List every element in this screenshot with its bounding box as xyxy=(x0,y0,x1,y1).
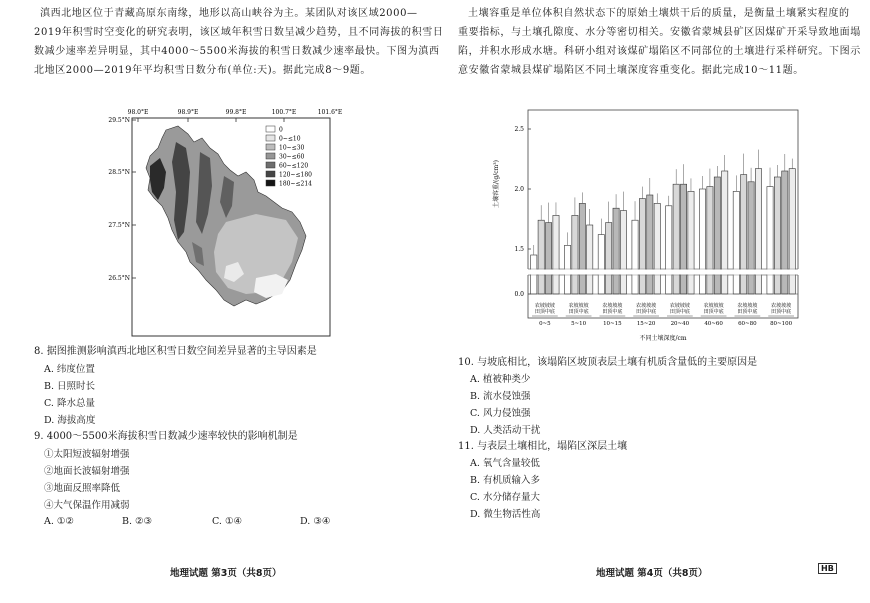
right-footer: 地理试题 第4页（共8页） xyxy=(596,568,708,579)
legend-label: 0 xyxy=(279,126,283,134)
q8-stem: 8. 据图推测影响滇西北地区积雪日数空间差异显著的主导因素是 xyxy=(34,346,317,357)
lon-tick-label: 98.0°E xyxy=(127,109,149,116)
bar xyxy=(579,203,585,294)
legend-label: 60~≤120 xyxy=(279,162,309,170)
bar xyxy=(545,223,551,294)
category-label: 40~60 xyxy=(704,321,723,327)
group-sublabel: 农坡坡坡 xyxy=(636,303,657,309)
category-label: 60~80 xyxy=(738,321,757,327)
q11-option: A. 氧气含量较低 xyxy=(470,458,540,469)
group-sublabel: 农坡坡坡 xyxy=(669,303,690,309)
bar xyxy=(632,220,638,294)
q10-option: B. 流水侵蚀强 xyxy=(470,391,531,402)
legend-label: 120~≤180 xyxy=(279,171,312,179)
bar xyxy=(606,223,612,294)
group-sublabel: 农坡坡坡 xyxy=(568,303,589,309)
q10-option: C. 风力侵蚀强 xyxy=(470,408,531,419)
group-sublabel: 田顶中底 xyxy=(602,309,623,315)
bar-break-gap xyxy=(630,270,662,275)
q11-option: D. 微生物活性高 xyxy=(470,509,541,520)
lat-tick-label: 27.5°N xyxy=(108,222,130,229)
right-intro-line: 意安徽省蒙城县煤矿塌陷区不同土壤深度容重变化。据此完成10～11题。 xyxy=(458,65,804,76)
bar xyxy=(748,182,754,294)
bar xyxy=(647,195,653,294)
q10-stem: 10. 与坡底相比，该塌陷区坡顶表层土壤有机质含量低的主要原因是 xyxy=(458,357,758,368)
bar xyxy=(741,175,747,294)
q9-item: ④大气保温作用减弱 xyxy=(44,500,130,511)
bar xyxy=(680,184,686,294)
bar xyxy=(572,215,578,294)
snow-days-map xyxy=(106,102,346,344)
right-intro-line: 重要指标，与土壤孔隙度、水分等密切相关。安徽省蒙城县矿区因煤矿开采导致地面塌 xyxy=(458,27,861,38)
chart-xlabel: 不同土壤深度/cm xyxy=(639,335,687,342)
q8-option: B. 日照时长 xyxy=(44,381,96,392)
bar-break-gap xyxy=(597,270,629,275)
right-intro-line: 土壤容重是单位体积自然状态下的原始土壤烘干后的质量，是衡量土壤紧实程度的 xyxy=(468,8,850,19)
group-sublabel: 农坡坡坡 xyxy=(602,303,623,309)
bar xyxy=(639,199,645,294)
bar xyxy=(714,177,720,294)
q10-option: A. 植被种类少 xyxy=(470,374,531,385)
q11-option: C. 水分储存量大 xyxy=(470,492,540,503)
lat-tick-label: 26.5°N xyxy=(108,275,130,282)
bar-break-gap xyxy=(765,270,797,275)
group-sublabel: 田顶中底 xyxy=(771,309,792,315)
bar-break-gap xyxy=(529,270,561,275)
bar xyxy=(782,171,788,294)
lat-tick-label: 29.5°N xyxy=(108,117,130,124)
category-label: 10~15 xyxy=(603,321,622,327)
bar-break-gap xyxy=(698,270,730,275)
legend-label: 180~≤214 xyxy=(279,180,312,188)
group-sublabel: 田顶中底 xyxy=(568,309,589,315)
y-tick-label: 2.5 xyxy=(514,126,524,133)
category-label: 15~20 xyxy=(636,321,656,327)
left-footer: 地理试题 第3页（共8页） xyxy=(170,568,282,579)
q8-option: C. 降水总量 xyxy=(44,398,95,409)
bar xyxy=(654,203,660,294)
q9-item: ②地面长波辐射增强 xyxy=(44,466,130,477)
group-sublabel: 田顶中底 xyxy=(669,309,690,315)
group-sublabel: 农坡坡坡 xyxy=(771,303,792,309)
lat-tick-label: 28.5°N xyxy=(108,169,130,176)
q9-option: D. ③④ xyxy=(300,516,331,527)
left-intro-line: 滇西北地区位于青藏高原东南缘，地形以高山峡谷为主。某团队对该区域2000— xyxy=(40,8,418,19)
legend-label: 10~≤30 xyxy=(279,144,305,152)
group-sublabel: 田顶中底 xyxy=(737,309,758,315)
bar xyxy=(699,189,705,294)
y-tick-label: 0.0 xyxy=(514,291,524,298)
q9-option: C. ①④ xyxy=(212,516,243,527)
q11-option: B. 有机质输入多 xyxy=(470,475,541,486)
lon-tick-label: 99.8°E xyxy=(225,109,247,116)
bar xyxy=(767,187,773,294)
bar xyxy=(707,187,713,294)
y-tick-label: 2.0 xyxy=(514,186,524,193)
bar xyxy=(538,220,544,294)
q9-option: A. ①② xyxy=(44,516,74,527)
bar xyxy=(620,211,626,294)
bar xyxy=(553,215,559,294)
right-intro-line: 陷，并积水形成水塘。科研小组对该煤矿塌陷区不同部位的土壤进行采样研究。下图示 xyxy=(458,46,861,57)
group-sublabel: 田顶中底 xyxy=(703,309,724,315)
q9-item: ①太阳短波辐射增强 xyxy=(44,449,130,460)
bar-break-gap xyxy=(664,270,696,275)
q11-stem: 11. 与表层土壤相比，塌陷区深层土壤 xyxy=(458,441,628,452)
bar xyxy=(774,177,780,294)
edition-badge: HB xyxy=(818,563,837,574)
bar-break-gap xyxy=(563,270,595,275)
left-intro-line: 北地区2000—2019年平均积雪日数分布(单位:天)。据此完成8～9题。 xyxy=(34,65,371,76)
y-tick-label: 1.5 xyxy=(514,246,524,253)
category-label: 0~5 xyxy=(539,321,551,327)
bar xyxy=(613,208,619,294)
group-sublabel: 田顶中底 xyxy=(636,309,657,315)
bar xyxy=(587,225,593,294)
soil-density-chart xyxy=(484,104,804,348)
bar xyxy=(598,235,604,294)
lon-tick-label: 101.6°E xyxy=(317,109,343,116)
legend-label: 30~≤60 xyxy=(279,153,305,161)
bar xyxy=(722,171,728,294)
left-intro-line: 2019年积雪时空变化的研究表明，该区域年积雪日数呈减少趋势，且不同海拔的积雪日 xyxy=(34,27,444,38)
q8-option: A. 纬度位置 xyxy=(44,364,95,375)
q9-item: ③地面反照率降低 xyxy=(44,483,121,494)
group-sublabel: 农坡坡坡 xyxy=(534,303,555,309)
bar xyxy=(666,206,672,294)
lon-tick-label: 98.9°E xyxy=(177,109,199,116)
q9-option: B. ②③ xyxy=(122,516,153,527)
q8-option: D. 海拔高度 xyxy=(44,415,96,426)
legend-label: 0~≤10 xyxy=(279,135,301,143)
lon-tick-label: 100.7°E xyxy=(271,109,297,116)
group-sublabel: 田顶中底 xyxy=(534,309,555,315)
bar xyxy=(688,191,694,294)
q9-stem: 9. 4000～5500米海拔积雪日数减少速率较快的影响机制是 xyxy=(34,431,298,442)
category-label: 80~100 xyxy=(770,321,793,327)
bar-break-gap xyxy=(732,270,764,275)
category-label: 5~10 xyxy=(571,321,587,327)
bar xyxy=(673,184,679,294)
q10-option: D. 人类活动干扰 xyxy=(470,425,541,436)
bar xyxy=(733,191,739,294)
group-sublabel: 农坡坡坡 xyxy=(703,303,724,309)
chart-ylabel: 土壤容重/(g/cm³) xyxy=(493,159,500,209)
category-label: 20~40 xyxy=(670,321,690,327)
left-intro-line: 数减少速率差异明显，其中4000～5500米海拔的积雪日数减少速率最快。下图为滇西 xyxy=(34,46,440,57)
group-sublabel: 农坡坡坡 xyxy=(737,303,758,309)
